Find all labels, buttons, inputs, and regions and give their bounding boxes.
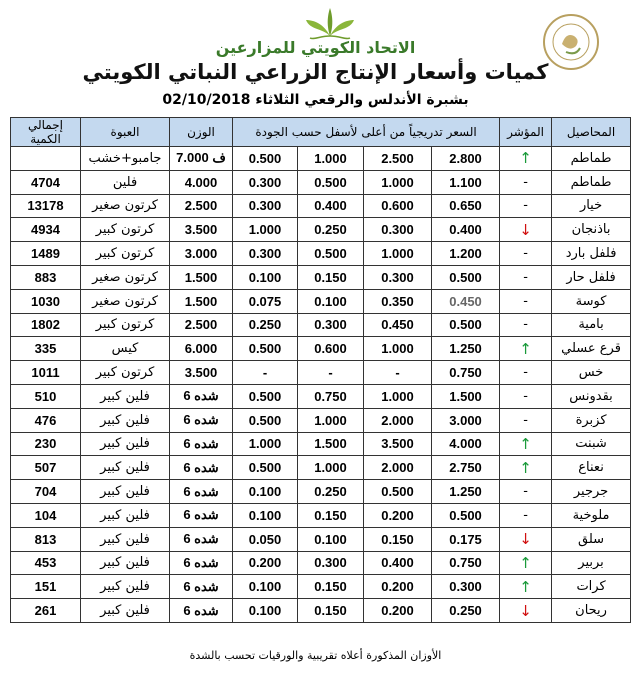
pack-cell: فلين كبير <box>81 384 170 408</box>
price-4-cell: 0.500 <box>233 384 298 408</box>
total-cell: 104 <box>11 503 81 527</box>
page-title: كميات وأسعار الإنتاج الزراعي النباتي الكويتي <box>82 60 549 84</box>
total-cell: 476 <box>11 408 81 432</box>
document-header <box>0 0 631 118</box>
price-3-cell: 0.300 <box>298 551 364 575</box>
price-2-cell: 2.000 <box>364 408 432 432</box>
total-cell: 1489 <box>11 242 81 266</box>
table-row <box>11 456 631 480</box>
price-2-cell: 0.400 <box>364 551 432 575</box>
table-row <box>11 313 631 337</box>
total-cell: 151 <box>11 575 81 599</box>
pack-cell: فلين كبير <box>81 599 170 623</box>
price-4-cell: 0.500 <box>233 408 298 432</box>
total-cell: 13178 <box>11 194 81 218</box>
price-1-cell: 3.000 <box>432 408 500 432</box>
weight-cell: 2.500 <box>170 313 233 337</box>
price-3-cell: 0.150 <box>298 575 364 599</box>
price-3-cell: 0.150 <box>298 265 364 289</box>
dash-icon: - <box>523 269 528 285</box>
weight-cell: 3.000 <box>170 242 233 266</box>
price-1-cell: 1.250 <box>432 337 500 361</box>
indicator-cell <box>500 408 552 432</box>
crop-cell: خس <box>552 361 631 385</box>
crop-cell: كوسة <box>552 289 631 313</box>
header-pack: العبوة <box>81 118 170 147</box>
weight-cell: 6.000 <box>170 337 233 361</box>
price-1-cell: 0.650 <box>432 194 500 218</box>
weight-cell: 6 شده <box>170 408 233 432</box>
table-row <box>11 265 631 289</box>
price-2-cell: 2.500 <box>364 147 432 171</box>
weight-cell: 6 شده <box>170 480 233 504</box>
price-1-cell: 1.200 <box>432 242 500 266</box>
table-row <box>11 575 631 599</box>
weight-cell: 7.000 ف <box>170 147 233 171</box>
price-1-cell: 1.500 <box>432 384 500 408</box>
indicator-cell <box>500 575 552 599</box>
header-price: السعر تدريجياً من أعلى لأسفل حسب الجودة <box>233 118 500 147</box>
price-2-cell: 0.600 <box>364 194 432 218</box>
total-cell: 4934 <box>11 218 81 242</box>
indicator-cell <box>500 361 552 385</box>
total-cell <box>11 147 81 171</box>
price-2-cell: - <box>364 361 432 385</box>
indicator-cell <box>500 265 552 289</box>
table-header-row <box>11 118 631 147</box>
price-2-cell: 0.150 <box>364 527 432 551</box>
price-3-cell: 0.300 <box>298 313 364 337</box>
dash-icon: - <box>523 174 528 190</box>
price-3-cell: 1.000 <box>298 147 364 171</box>
total-cell: 230 <box>11 432 81 456</box>
price-4-cell: 0.300 <box>233 194 298 218</box>
crop-cell: شبنت <box>552 432 631 456</box>
price-4-cell: 0.500 <box>233 337 298 361</box>
crop-cell: فلفل حار <box>552 265 631 289</box>
indicator-cell <box>500 503 552 527</box>
indicator-cell <box>500 551 552 575</box>
indicator-cell <box>500 147 552 171</box>
price-1-cell: 0.500 <box>432 313 500 337</box>
weight-cell: 6 شده <box>170 575 233 599</box>
table-row <box>11 432 631 456</box>
table-row <box>11 242 631 266</box>
pack-cell: كرتون كبير <box>81 242 170 266</box>
pack-cell: كرتون صغير <box>81 194 170 218</box>
crop-cell: بقدونس <box>552 384 631 408</box>
crop-cell: قرع عسلي <box>552 337 631 361</box>
table-row <box>11 361 631 385</box>
pack-cell: كرتون صغير <box>81 289 170 313</box>
price-4-cell: 0.300 <box>233 170 298 194</box>
price-4-cell: 0.100 <box>233 575 298 599</box>
pack-cell: فلين كبير <box>81 503 170 527</box>
weight-cell: 2.500 <box>170 194 233 218</box>
dash-icon: - <box>523 246 528 262</box>
header-total: إجمالي الكمية <box>11 118 81 147</box>
crop-cell: سلق <box>552 527 631 551</box>
price-2-cell: 1.000 <box>364 170 432 194</box>
pack-cell: فلين <box>81 170 170 194</box>
total-cell: 883 <box>11 265 81 289</box>
pack-cell: كرتون كبير <box>81 218 170 242</box>
price-2-cell: 3.500 <box>364 432 432 456</box>
price-1-cell: 4.000 <box>432 432 500 456</box>
price-3-cell: 0.600 <box>298 337 364 361</box>
weight-cell: 6 شده <box>170 527 233 551</box>
price-2-cell: 0.300 <box>364 218 432 242</box>
table-row <box>11 480 631 504</box>
price-3-cell: 0.150 <box>298 503 364 527</box>
price-3-cell: 0.500 <box>298 242 364 266</box>
price-4-cell: 0.100 <box>233 599 298 623</box>
price-4-cell: 0.100 <box>233 503 298 527</box>
weight-cell: 4.000 <box>170 170 233 194</box>
indicator-cell <box>500 242 552 266</box>
page-subtitle: بشبرة الأندلس والرقعي الثلاثاء 02/10/2018 <box>162 92 469 108</box>
pack-cell: فلين كبير <box>81 432 170 456</box>
crop-cell: ملوخية <box>552 503 631 527</box>
crop-cell: كزبرة <box>552 408 631 432</box>
crop-cell: نعناع <box>552 456 631 480</box>
dash-icon: - <box>523 317 528 333</box>
price-3-cell: 0.750 <box>298 384 364 408</box>
indicator-cell <box>500 194 552 218</box>
price-2-cell: 0.300 <box>364 265 432 289</box>
price-1-cell: 0.450 <box>432 289 500 313</box>
indicator-cell <box>500 599 552 623</box>
indicator-cell <box>500 527 552 551</box>
pack-cell: فلين كبير <box>81 527 170 551</box>
pack-cell: كيس <box>81 337 170 361</box>
price-3-cell: 1.500 <box>298 432 364 456</box>
dash-icon: - <box>523 198 528 214</box>
price-2-cell: 0.450 <box>364 313 432 337</box>
weight-cell: 1.500 <box>170 289 233 313</box>
weight-cell: 6 شده <box>170 551 233 575</box>
price-2-cell: 2.000 <box>364 456 432 480</box>
price-3-cell: 1.000 <box>298 456 364 480</box>
price-1-cell: 0.300 <box>432 575 500 599</box>
price-2-cell: 0.500 <box>364 480 432 504</box>
pack-cell: كرتون صغير <box>81 265 170 289</box>
weight-cell: 6 شده <box>170 503 233 527</box>
price-3-cell: 0.100 <box>298 527 364 551</box>
price-4-cell: 0.250 <box>233 313 298 337</box>
price-1-cell: 0.750 <box>432 361 500 385</box>
indicator-cell <box>500 384 552 408</box>
price-4-cell: 0.075 <box>233 289 298 313</box>
arrow-up-icon: ↑ <box>519 434 532 453</box>
price-1-cell: 0.400 <box>432 218 500 242</box>
crop-cell: طماطم <box>552 170 631 194</box>
table-row <box>11 147 631 171</box>
total-cell: 1030 <box>11 289 81 313</box>
price-2-cell: 0.200 <box>364 575 432 599</box>
table-row <box>11 527 631 551</box>
price-4-cell: 0.500 <box>233 147 298 171</box>
dash-icon: - <box>523 365 528 381</box>
table-row <box>11 599 631 623</box>
table-row <box>11 289 631 313</box>
crop-cell: فلفل بارد <box>552 242 631 266</box>
table-row <box>11 170 631 194</box>
arrow-up-icon: ↑ <box>519 458 532 477</box>
table-row <box>11 194 631 218</box>
crop-cell: طماطم <box>552 147 631 171</box>
total-cell: 453 <box>11 551 81 575</box>
weight-cell: 3.500 <box>170 218 233 242</box>
price-1-cell: 2.800 <box>432 147 500 171</box>
total-cell: 261 <box>11 599 81 623</box>
indicator-cell <box>500 170 552 194</box>
table-row <box>11 384 631 408</box>
price-1-cell: 0.175 <box>432 527 500 551</box>
table-row <box>11 218 631 242</box>
pack-cell: فلين كبير <box>81 408 170 432</box>
arrow-up-icon: ↑ <box>519 577 532 596</box>
total-cell: 335 <box>11 337 81 361</box>
total-cell: 704 <box>11 480 81 504</box>
dash-icon: - <box>523 484 528 500</box>
price-2-cell: 1.000 <box>364 337 432 361</box>
indicator-cell <box>500 480 552 504</box>
total-cell: 1011 <box>11 361 81 385</box>
dash-icon: - <box>523 293 528 309</box>
price-3-cell: 0.250 <box>298 480 364 504</box>
price-4-cell: - <box>233 361 298 385</box>
price-2-cell: 0.200 <box>364 599 432 623</box>
price-3-cell: 0.150 <box>298 599 364 623</box>
arrow-down-icon: ↓ <box>519 601 532 620</box>
price-4-cell: 0.200 <box>233 551 298 575</box>
crop-cell: كرات <box>552 575 631 599</box>
header-weight: الوزن <box>170 118 233 147</box>
price-3-cell: - <box>298 361 364 385</box>
price-4-cell: 1.000 <box>233 218 298 242</box>
weight-cell: 6 شده <box>170 384 233 408</box>
crop-cell: بامية <box>552 313 631 337</box>
price-1-cell: 2.750 <box>432 456 500 480</box>
price-3-cell: 0.400 <box>298 194 364 218</box>
indicator-cell <box>500 218 552 242</box>
price-1-cell: 1.250 <box>432 480 500 504</box>
dash-icon: - <box>523 507 528 523</box>
arrow-up-icon: ↑ <box>519 553 532 572</box>
price-4-cell: 0.050 <box>233 527 298 551</box>
pack-cell: جامبو+خشب <box>81 147 170 171</box>
table-row <box>11 551 631 575</box>
weight-cell: 6 شده <box>170 432 233 456</box>
table-row <box>11 408 631 432</box>
price-1-cell: 0.500 <box>432 265 500 289</box>
weight-cell: 6 شده <box>170 456 233 480</box>
arrow-down-icon: ↓ <box>519 220 532 239</box>
crop-cell: خيار <box>552 194 631 218</box>
price-4-cell: 0.100 <box>233 480 298 504</box>
dash-icon: - <box>523 388 528 404</box>
weight-cell: 1.500 <box>170 265 233 289</box>
indicator-cell <box>500 337 552 361</box>
price-2-cell: 1.000 <box>364 384 432 408</box>
price-table <box>10 117 631 623</box>
header-crop: المحاصيل <box>552 118 631 147</box>
arrow-up-icon: ↑ <box>519 149 532 168</box>
union-name: الاتحاد الكويتي للمزارعين <box>215 38 416 57</box>
crop-cell: بربير <box>552 551 631 575</box>
price-4-cell: 0.300 <box>233 242 298 266</box>
total-cell: 813 <box>11 527 81 551</box>
footer-note: الأوزان المذكورة أعلاه تقريبية والورقيات تحسب بالشدة <box>189 649 442 662</box>
dash-icon: - <box>523 412 528 428</box>
price-2-cell: 0.200 <box>364 503 432 527</box>
indicator-cell <box>500 289 552 313</box>
arrow-down-icon: ↓ <box>519 530 532 549</box>
price-3-cell: 1.000 <box>298 408 364 432</box>
price-2-cell: 1.000 <box>364 242 432 266</box>
header-indicator: المؤشر <box>500 118 552 147</box>
pack-cell: فلين كبير <box>81 575 170 599</box>
pack-cell: كرتون كبير <box>81 313 170 337</box>
total-cell: 1802 <box>11 313 81 337</box>
pack-cell: فلين كبير <box>81 551 170 575</box>
price-3-cell: 0.100 <box>298 289 364 313</box>
arrow-up-icon: ↑ <box>519 339 532 358</box>
crop-cell: جرجير <box>552 480 631 504</box>
price-3-cell: 0.250 <box>298 218 364 242</box>
pack-cell: فلين كبير <box>81 480 170 504</box>
indicator-cell <box>500 313 552 337</box>
total-cell: 510 <box>11 384 81 408</box>
weight-cell: 3.500 <box>170 361 233 385</box>
price-4-cell: 0.100 <box>233 265 298 289</box>
price-1-cell: 0.250 <box>432 599 500 623</box>
price-4-cell: 1.000 <box>233 432 298 456</box>
price-4-cell: 0.500 <box>233 456 298 480</box>
pack-cell: فلين كبير <box>81 456 170 480</box>
indicator-cell <box>500 456 552 480</box>
leaf-ornament-icon <box>300 6 360 40</box>
pack-cell: كرتون كبير <box>81 361 170 385</box>
price-3-cell: 0.500 <box>298 170 364 194</box>
crop-cell: باذنجان <box>552 218 631 242</box>
price-1-cell: 0.750 <box>432 551 500 575</box>
weight-cell: 6 شده <box>170 599 233 623</box>
total-cell: 507 <box>11 456 81 480</box>
table-row <box>11 503 631 527</box>
price-1-cell: 0.500 <box>432 503 500 527</box>
price-2-cell: 0.350 <box>364 289 432 313</box>
crop-cell: ريحان <box>552 599 631 623</box>
price-1-cell: 1.100 <box>432 170 500 194</box>
table-row <box>11 337 631 361</box>
indicator-cell <box>500 432 552 456</box>
total-cell: 4704 <box>11 170 81 194</box>
